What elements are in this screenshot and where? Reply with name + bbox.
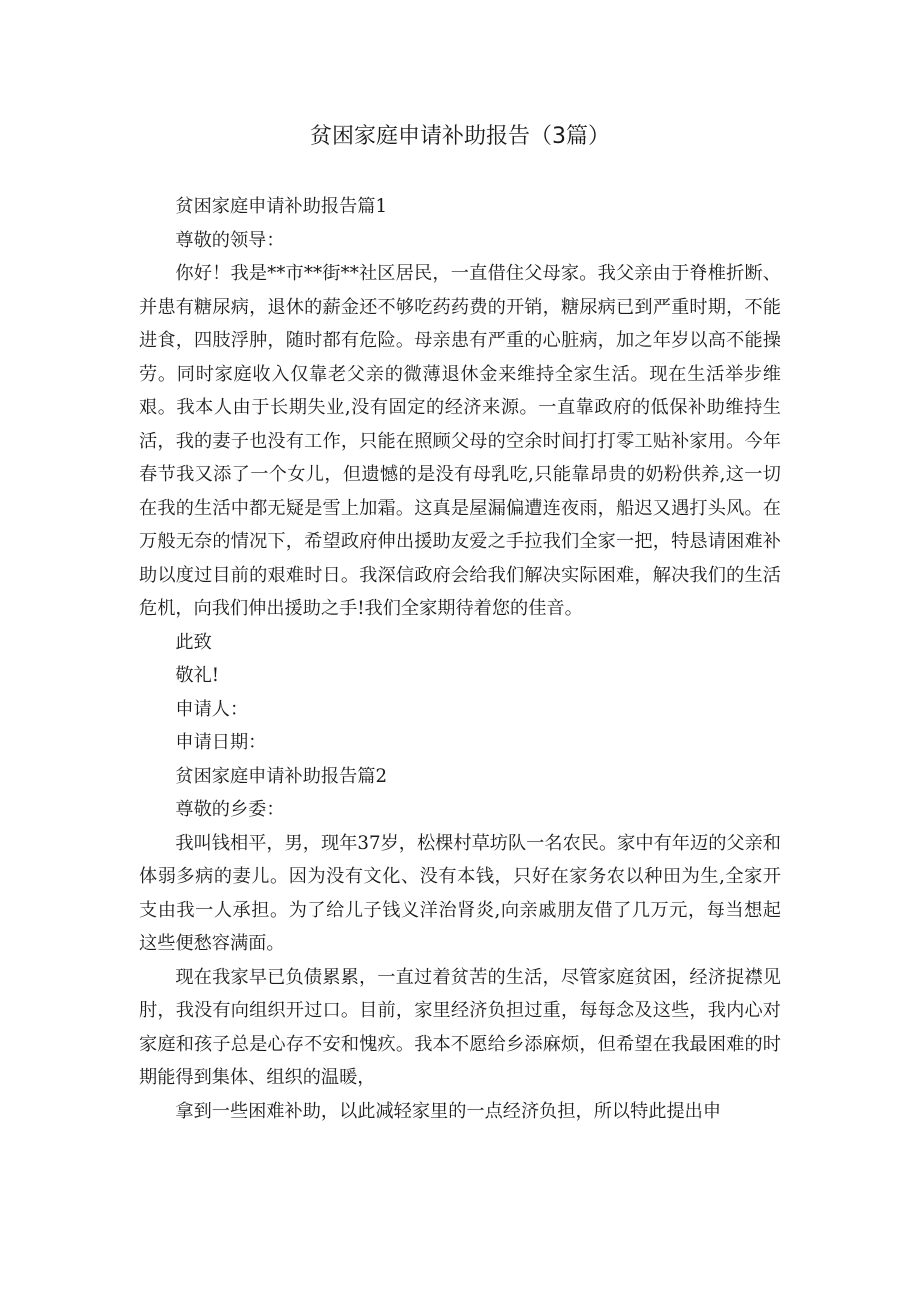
closing-line-1: 此致 — [175, 631, 212, 653]
document-title: 贫困家庭申请补助报告（3篇） — [310, 124, 610, 149]
section-heading-1: 贫困家庭申请补助报告篇1 — [175, 196, 388, 217]
salutation-1: 尊敬的领导： — [175, 229, 285, 251]
section-heading-2: 贫困家庭申请补助报告篇2 — [175, 765, 388, 787]
letter-paragraph-4: 拿到一些困难补助，以此减轻家里的一点经济负担，所以特此提出申 — [175, 1100, 722, 1122]
closing-line-2: 敬礼! — [175, 665, 220, 686]
letter-paragraph-2: 我叫钱相平，男，现年37岁，松棵村草坊队一名农民。家中有年迈的父亲和体弱多病的妻儿。因为没有文化、没有本钱，只好在家务农以种田为生,全家开支由我一人承担。为了给儿子钱义洋治肾炎,向亲戚朋友借了几万元，每当想起这些便愁容满面。 — [139, 832, 781, 954]
document-body — [139, 190, 781, 1128]
application-date-label: 申请日期： — [175, 732, 267, 753]
letter-paragraph-1: 你好！我是**市**街**社区居民，一直借住父母家。我父亲由于脊椎折断、并患有糖尿病，退休的薪金还不够吃药药费的开销，糖尿病已到严重时期，不能进食，四肢浮肿，随时都有危险。母亲患有严重的心脏病，加之年岁以高不能操劳。同时家庭收入仅靠老父亲的微薄退休金来维持全家生活。现在生活举步维艰。我本人由于长期失业,没有固定的经济来源。一直靠政府的低保补助维持生活，我的妻子也没有工作，只能在照顾父母的空余时间打打零工贴补家用。今年春节我又添了一个女儿，但遗憾的是没有母乳吃,只能靠昂贵的奶粉供养,这一切在我的生活中都无疑是雪上加霜。这真是屋漏偏遭连夜雨，船迟又遇打头风。在万般无奈的情况下，希望政府伸出援助友爱之手拉我们全家一把，特恳请困难补助以度过目前的艰难时日。我深信政府会给我们解决实际困难，解决我们的生活危机，向我们伸出援助之手!我们全家期待着您的佳音。 — [139, 263, 781, 619]
salutation-2: 尊敬的乡委： — [175, 799, 285, 820]
applicant-label: 申请人： — [175, 698, 249, 720]
letter-paragraph-3: 现在我家早已负债累累，一直过着贫苦的生活，尽管家庭贫困，经济捉襟见肘，我没有向组织开过口。目前，家里经济负担过重，每每念及这些，我内心对家庭和孩子总是心存不安和愧疚。我本不愿给乡添麻烦，但希望在我最困难的时期能得到集体、组织的温暖， — [139, 966, 781, 1088]
